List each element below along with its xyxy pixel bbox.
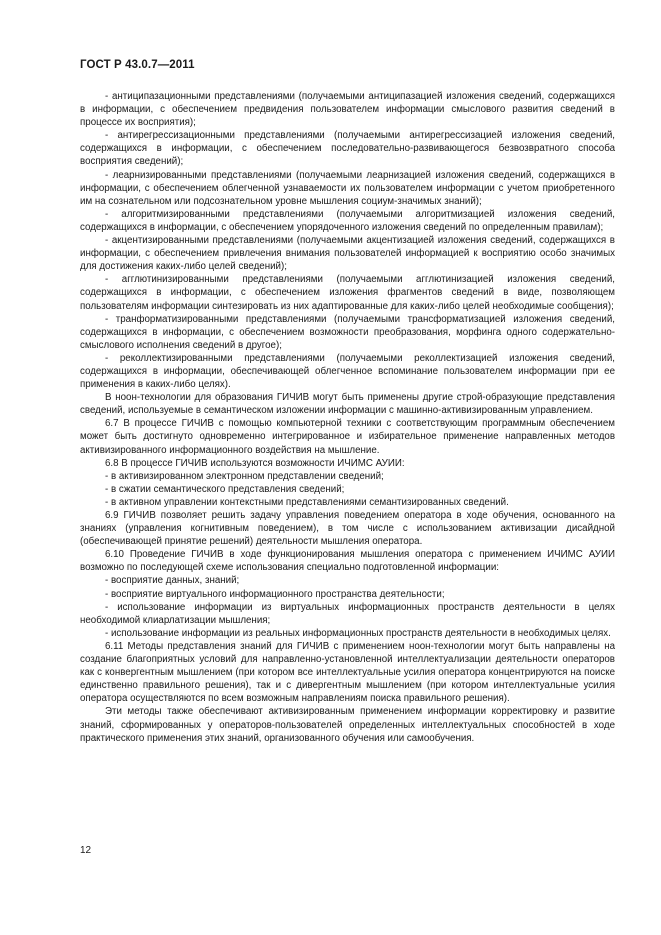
document-body [80,90,615,745]
paragraph: - акцентизированными представлениями (получаемыми акцентизацией изложения сведений, содержащихся в информации, с обеспечением привлечения внимания пользователей информацией к восприятию особо значимых для достижения каких-либо целей сведений); [80,235,615,273]
paragraph: - алгоритмизированными представлениями (получаемыми алгоритмизацией изложения сведений, содержащихся в информации, с обеспечением упорядоченного изложения сведений по определенным правилам); [80,208,615,233]
paragraph: - леарнизированными представлениями (получаемыми леарнизацией изложения сведений, содержащихся в информации, с обеспечением облегченной узнаваемости их пользователем информации с учетом приобретенного им на сознательном или подсознательном уровне мышления социум-значимых знаний); [80,169,615,207]
paragraph: - в активном управлении контекстными представлениями семантизированных сведений. [105,496,509,508]
paragraph: - транформатизированными представлениями (получаемыми трансформатизацией изложения сведений, содержащихся в информации, с обеспечением возможности преобразования, морфинга одного содержательно-смыслового исполнения сведений в другое); [80,313,615,351]
paragraph: 6.10 Проведение ГИЧИВ в ходе функционирования мышления оператора с применением ИЧИМС АУИИ возможно по последующей схеме использования специально подготовленной информации: [80,549,615,574]
paragraph: - использование информации из виртуальных информационных пространств деятельности в целях необходимой клиарлатизации мышления; [80,601,615,626]
paragraph: - антиципазационными представлениями (получаемыми антиципазацией изложения сведений, содержащихся в информации, с обеспечением предвидения пользователем информации смыслового развития сведений в процессе их восприятия); [80,91,615,129]
paragraph: - в сжатии семантического представления сведений; [105,483,345,495]
document-header: ГОСТ Р 43.0.7—2011 [80,59,195,71]
paragraph: - антирегрессизационными представлениями (получаемыми антирегрессизацией изложения сведений, содержащихся в информации, с обеспечением последовательно-развивающегося безвозвратного способа восприятия сведений); [80,130,615,168]
paragraph: В ноон-технологии для образования ГИЧИВ могут быть применены другие строй-образующие представления сведений, используемые в семантическом изложении информации с машинно-активизированным управлением. [80,392,615,417]
page-number: 12 [80,845,92,856]
paragraph: 6.11 Методы представления знаний для ГИЧИВ с применением ноон-технологии могут быть направлены на создание благоприятных условий для направленно-установленной интеллектуализации деятельности операторов как с конвергентным мышлением (при котором все интеллектуальные усилия оператора концентрируются на поиске единственно правильного решения), так и с дивергентным мышлением (при котором интеллектуальные усилия оператора осуществляются по всем возможным направлениям поиска правильного решения). [80,640,615,705]
paragraph: - агглютинизированными представлениями (получаемыми агглютинизацией изложения сведений, содержащихся в информации, с обеспечением изложения фрагментов сведений в виде, позволяющем пользователям информации синтезировать из них адаптированные для каких-либо целей необходимые сообщения); [80,274,615,312]
paragraph: - в активизированном электронном представлении сведений; [105,470,384,482]
paragraph: - восприятие виртуального информационного пространства деятельности; [105,588,445,600]
paragraph: - восприятие данных, знаний; [105,575,240,587]
paragraph: - реколлектизированными представлениями (получаемыми реколлектизацией изложения сведений, содержащихся в информации, обеспечивающей облегченное вспоминание пользователем информации при ее применения в каких-либо целях). [80,352,615,391]
paragraph: 6.8 В процессе ГИЧИВ используются возможности ИЧИМС АУИИ: [105,457,405,469]
paragraph: 6.7 В процессе ГИЧИВ с помощью компьютерной техники с соответствующим программным обеспечением может быть достигнуто одновременно интегрированное и избирательное применение направленных методов активизированного информационного воздействия на мышление. [80,418,615,456]
paragraph: Эти методы также обеспечивают активизированным применением информации корректировку и развитие знаний, сформированных у операторов-пользователей определенных интеллектуальных способностей в ходе практического применения этих знаний, организованного обучения или самообучения. [80,706,615,744]
paragraph: 6.9 ГИЧИВ позволяет решить задачу управления поведением оператора в ходе обучения, основанного на знаниях (управления когнитивным поведением), в том числе с использованием активизации дисайдной (обеспечивающей принятие решений) деятельности мышления оператора. [80,510,615,548]
paragraph: - использование информации из реальных информационных пространств деятельности в необходимых целях. [105,627,611,639]
